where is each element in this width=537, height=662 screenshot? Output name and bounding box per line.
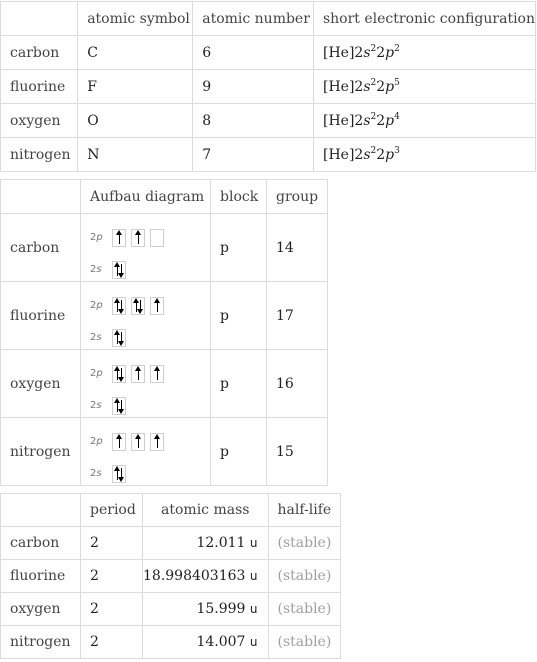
spin-up-arrow-icon (138, 368, 139, 380)
orbital-label: 2s (90, 400, 102, 411)
table-row (1, 282, 328, 350)
orbital-box (112, 261, 126, 279)
atomic-symbol-cell: C (78, 36, 193, 70)
orbital-row-2s (90, 464, 131, 484)
electronic-configuration-cell: $[He]2s^22p^4$ (313, 104, 535, 138)
orbital-box (112, 297, 126, 315)
table-row (1, 36, 536, 70)
orbital-label: 2s (90, 468, 102, 479)
table-row (1, 350, 328, 418)
electronic-configuration-cell: $[He]2s^22p^3$ (313, 138, 535, 172)
period-cell: 2 (81, 626, 143, 659)
row-label-fluorine: fluorine (1, 560, 81, 593)
period-cell: 2 (81, 593, 143, 626)
table-header-row (1, 494, 341, 527)
spin-up-arrow-icon (157, 300, 158, 312)
orbital-box (131, 365, 145, 383)
orbital-box (150, 229, 164, 247)
atomic-mass-cell: 14.007 u (143, 626, 269, 659)
spin-down-arrow-icon (140, 300, 141, 312)
table-row (1, 104, 536, 138)
spin-down-arrow-icon (121, 368, 122, 380)
atomic-symbol-cell: F (78, 70, 193, 104)
orbital-label: 2p (90, 300, 103, 311)
orbital-label: 2p (90, 436, 103, 447)
header-period: period (81, 494, 143, 527)
properties-table-3 (0, 493, 341, 659)
table-row (1, 70, 536, 104)
half-life-cell: (stable) (268, 626, 341, 659)
header-cell-empty (1, 2, 78, 36)
orbital-box (131, 433, 145, 451)
orbital-box (112, 229, 126, 247)
orbital-row-2s (90, 328, 131, 348)
spin-down-arrow-icon (121, 332, 122, 344)
header-half-life: half-life (268, 494, 341, 527)
atomic-number-cell: 6 (193, 36, 314, 70)
group-cell: 17 (267, 282, 328, 350)
spin-down-arrow-icon (121, 264, 122, 276)
atomic-mass-cell: 12.011 u (143, 527, 269, 560)
row-label-fluorine: fluorine (1, 282, 81, 350)
row-label-carbon: carbon (1, 214, 81, 282)
aufbau-diagram-cell (81, 350, 211, 418)
spin-down-arrow-icon (121, 468, 122, 480)
atomic-mass-cell: 15.999 u (143, 593, 269, 626)
properties-table-2 (0, 179, 328, 486)
period-cell: 2 (81, 560, 143, 593)
header-atomic-mass: atomic mass (143, 494, 269, 527)
block-cell: p (211, 350, 267, 418)
block-cell: p (211, 418, 267, 486)
orbital-label: 2p (90, 232, 103, 243)
row-label-carbon: carbon (1, 527, 81, 560)
period-cell: 2 (81, 527, 143, 560)
block-cell: p (211, 214, 267, 282)
header-cell-empty (1, 180, 81, 214)
table-row (1, 593, 341, 626)
spin-up-arrow-icon (119, 232, 120, 244)
table-row (1, 626, 341, 659)
row-label-oxygen: oxygen (1, 104, 78, 138)
orbital-row-2s (90, 260, 131, 280)
orbital-label: 2s (90, 264, 102, 275)
orbital-box (150, 433, 164, 451)
aufbau-diagram-cell (81, 418, 211, 486)
row-label-oxygen: oxygen (1, 350, 81, 418)
orbital-box (112, 465, 126, 483)
orbital-row-2s (90, 396, 131, 416)
aufbau-diagram (90, 358, 200, 410)
half-life-cell: (stable) (268, 560, 341, 593)
header-block: block (211, 180, 267, 214)
aufbau-diagram (90, 290, 200, 342)
spin-up-arrow-icon (138, 232, 139, 244)
orbital-box (150, 297, 164, 315)
table-row (1, 214, 328, 282)
half-life-cell: (stable) (268, 593, 341, 626)
orbital-row-2p (90, 364, 169, 384)
table-row (1, 527, 341, 560)
header-atomic-number: atomic number (193, 2, 314, 36)
aufbau-diagram (90, 426, 200, 478)
atomic-number-cell: 7 (193, 138, 314, 172)
row-label-oxygen: oxygen (1, 593, 81, 626)
aufbau-diagram-cell (81, 214, 211, 282)
spin-up-arrow-icon (157, 436, 158, 448)
row-label-carbon: carbon (1, 36, 78, 70)
orbital-box (112, 397, 126, 415)
atomic-mass-cell: 18.998403163 u (143, 560, 269, 593)
block-cell: p (211, 282, 267, 350)
orbital-box (131, 229, 145, 247)
electronic-configuration-cell: $[He]2s^22p^5$ (313, 70, 535, 104)
aufbau-diagram-cell (81, 282, 211, 350)
orbital-row-2p (90, 228, 169, 248)
aufbau-diagram (90, 222, 200, 274)
spin-up-arrow-icon (138, 436, 139, 448)
spin-up-arrow-icon (157, 368, 158, 380)
orbital-box (112, 433, 126, 451)
table-header-row (1, 180, 328, 214)
electronic-configuration-cell: $[He]2s^22p^2$ (313, 36, 535, 70)
orbital-box (150, 365, 164, 383)
group-cell: 14 (267, 214, 328, 282)
orbital-row-2p (90, 296, 169, 316)
orbital-box (131, 297, 145, 315)
spin-up-arrow-icon (119, 436, 120, 448)
properties-table-1 (0, 1, 536, 172)
row-label-nitrogen: nitrogen (1, 418, 81, 486)
atomic-symbol-cell: N (78, 138, 193, 172)
header-group: group (267, 180, 328, 214)
spin-down-arrow-icon (121, 400, 122, 412)
table-row (1, 560, 341, 593)
spin-down-arrow-icon (121, 300, 122, 312)
half-life-cell: (stable) (268, 527, 341, 560)
orbital-row-2p (90, 432, 169, 452)
header-atomic-symbol: atomic symbol (78, 2, 193, 36)
table-row (1, 418, 328, 486)
header-aufbau-diagram: Aufbau diagram (81, 180, 211, 214)
atomic-symbol-cell: O (78, 104, 193, 138)
group-cell: 15 (267, 418, 328, 486)
orbital-label: 2s (90, 332, 102, 343)
orbital-label: 2p (90, 368, 103, 379)
orbital-box (112, 329, 126, 347)
row-label-nitrogen: nitrogen (1, 626, 81, 659)
row-label-fluorine: fluorine (1, 70, 78, 104)
table-header-row (1, 2, 536, 36)
row-label-nitrogen: nitrogen (1, 138, 78, 172)
header-electronic-configuration: short electronic configuration (313, 2, 535, 36)
orbital-box (112, 365, 126, 383)
table-row (1, 138, 536, 172)
atomic-number-cell: 8 (193, 104, 314, 138)
header-cell-empty (1, 494, 81, 527)
atomic-number-cell: 9 (193, 70, 314, 104)
group-cell: 16 (267, 350, 328, 418)
